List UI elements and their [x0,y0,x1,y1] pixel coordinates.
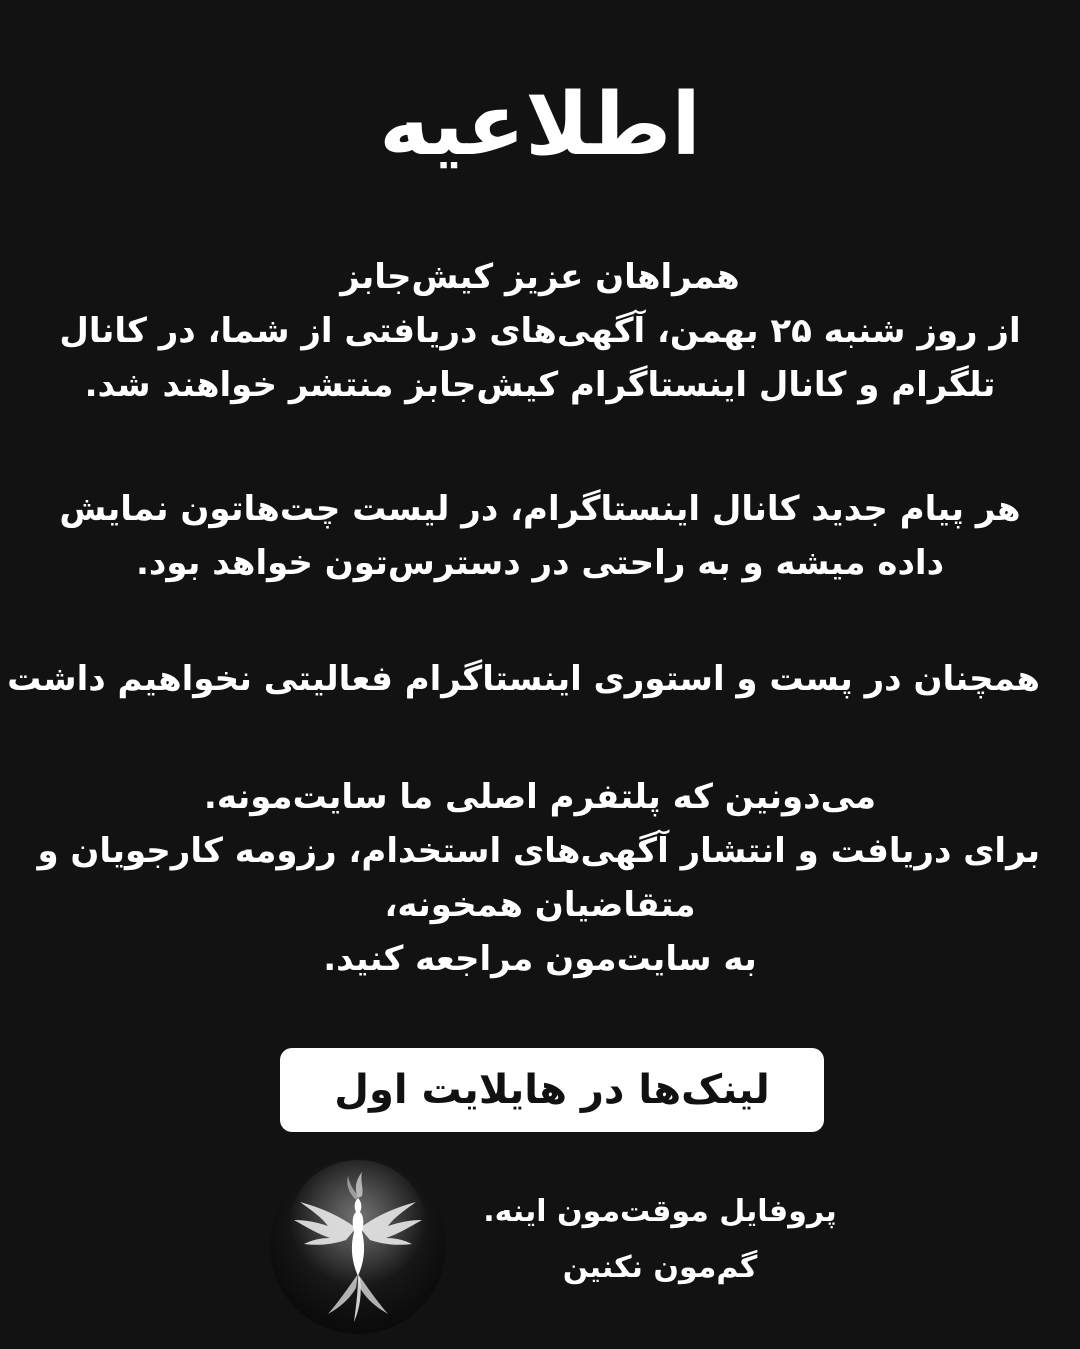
profile-note [470,1184,850,1296]
paragraph-line: می‌دونین که پلتفرم اصلی ما سایت‌مونه. [203,777,877,817]
highlight-links-badge [280,1048,824,1132]
phoenix-icon [270,1158,446,1334]
profile-avatar [270,1158,446,1334]
paragraph-intro [40,250,1040,412]
paragraph-line: همچنان در پست و استوری اینستاگرام فعالیتی نخواهیم داشت [7,659,1040,699]
paragraph-line: برای دریافت و انتشار آگهی‌های استخدام، رزومه کارجویان و [37,831,1040,871]
paragraph-website [37,770,1040,986]
paragraph-line: متقاضیان همخونه، [384,885,696,925]
paragraph-line: هر پیام جدید کانال اینستاگرام، در لیست چت‌هاتون نمایش [59,489,1021,529]
paragraph-line: داده میشه و به راحتی در دسترس‌تون خواهد بود. [135,543,945,583]
paragraph-posts [7,652,1040,706]
paragraph-line: همراهان عزیز کیش‌جابز [340,257,740,297]
paragraph-line: تلگرام و کانال اینستاگرام کیش‌جابز منتشر خواهند شد. [84,365,996,405]
paragraph-line: به سایت‌مون مراجعه کنید. [323,939,757,979]
paragraph-line: از روز شنبه ۲۵ بهمن، آگهی‌های دریافتی از شما، در کانال [59,311,1021,351]
profile-note-line2: گم‌مون نکنین [562,1250,758,1285]
announcement-title: اطلاعیه [379,75,701,175]
highlight-links-label: لینک‌ها در هایلایت اول [334,1067,770,1113]
profile-note-line1: پروفایل موقت‌مون اینه. [483,1194,837,1229]
paragraph-chats [40,482,1040,590]
